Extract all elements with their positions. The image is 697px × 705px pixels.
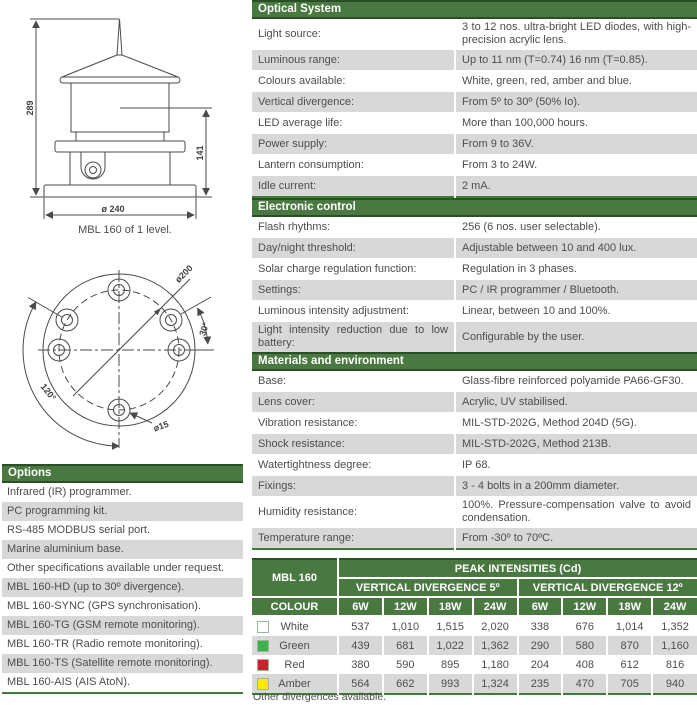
intensity-value: 662 [383, 674, 428, 694]
intensity-value: 1,180 [473, 655, 518, 674]
colour-name: White [280, 620, 309, 633]
intensity-value: 1,022 [428, 636, 473, 655]
section-header: Optical System [252, 0, 697, 19]
spec-row [252, 176, 697, 198]
intensity-value: 1,014 [607, 616, 652, 636]
colour-header: COLOUR [252, 597, 338, 616]
colour-name: Amber [278, 677, 311, 690]
spec-value: More than 100,000 hours. [455, 113, 697, 134]
intensity-value: 439 [338, 636, 383, 655]
spec-row [252, 134, 697, 155]
peak-intensities-table [252, 558, 697, 695]
colour-row [252, 655, 697, 674]
divergence-5-header: VERTICAL DIVERGENCE 5º [338, 578, 518, 597]
intensity-value: 1,010 [383, 616, 428, 636]
option-item: MBL 160-AIS (AIS AtoN). [7, 676, 131, 688]
colour-cell [252, 616, 338, 636]
spec-value: From -30º to 70ºC. [455, 528, 697, 550]
spec-label: Vibration resistance: [252, 413, 455, 434]
spec-value: 3 to 12 nos. ultra-bright LED diodes, with high-precision acrylic lens. [455, 19, 697, 50]
intensity-value: 870 [607, 636, 652, 655]
intensity-value: 1,362 [473, 636, 518, 655]
spec-row [252, 322, 697, 354]
watt-header: 6W [518, 597, 563, 616]
intensity-value: 408 [562, 655, 607, 674]
option-item: MBL 160-HD (up to 30º divergence). [2, 578, 243, 597]
options-header: Options [2, 464, 243, 483]
section-header: Materials and environment [252, 352, 697, 371]
option-item: MBL 160-TS (Satellite remote monitoring). [2, 654, 243, 673]
spec-label: Light source: [252, 19, 455, 50]
intensity-value: 676 [562, 616, 607, 636]
dim-angle-30-label: 30° [197, 321, 212, 338]
lantern-base-plate [44, 185, 196, 197]
cable-gland-bracket [81, 152, 105, 179]
watt-header: 12W [383, 597, 428, 616]
spec-label: Flash rhythms: [252, 217, 455, 238]
spec-label: Light intensity reduction due to low battery: [252, 322, 455, 354]
intensity-value: 338 [518, 616, 563, 636]
intensity-value: 1,515 [428, 616, 473, 636]
option-item: Marine aluminium base. [2, 540, 243, 559]
spec-row [252, 392, 697, 413]
spec-label: Idle current: [252, 176, 455, 198]
option-item: Other specifications available under request. [7, 562, 225, 574]
dim-bolt-circle-label: ø200 [173, 263, 195, 285]
colour-swatch [257, 659, 269, 671]
watt-header: 12W [562, 597, 607, 616]
lantern-spike [117, 19, 122, 55]
spec-row [252, 19, 697, 50]
spec-label: Day/night threshold: [252, 238, 455, 259]
spec-row [252, 113, 697, 134]
watt-header: 6W [338, 597, 383, 616]
intensity-value: 705 [607, 674, 652, 694]
section-header: Electronic control [252, 198, 697, 217]
colour-swatch [257, 621, 269, 633]
spec-value: 256 (6 nos. user selectable). [455, 217, 697, 238]
section-electronic-control [252, 198, 697, 354]
spec-value: MIL-STD-202G, Method 204D (5G). [455, 413, 697, 434]
intensity-value: 993 [428, 674, 473, 694]
spec-value: Up to 11 nm (T=0.74) 16 nm (T=0.85). [455, 50, 697, 71]
intensity-value: 1,160 [652, 636, 697, 655]
section-optical-system [252, 0, 697, 198]
dim-angle-120-label: 120° [38, 381, 59, 403]
spec-row [252, 238, 697, 259]
section-materials-environment [252, 352, 697, 550]
spec-label: Lantern consumption: [252, 155, 455, 176]
spec-label: Colours available: [252, 71, 455, 92]
options-list [2, 483, 243, 694]
spec-row [252, 371, 697, 392]
spec-label: Settings: [252, 280, 455, 301]
watt-header: 24W [473, 597, 518, 616]
colour-name: Green [279, 639, 310, 652]
spec-table [252, 371, 697, 550]
spec-label: Fixings: [252, 476, 455, 497]
spec-row [252, 528, 697, 550]
dim-diameter-label: ø 240 [101, 204, 125, 214]
dim-total-height-label: 289 [25, 100, 35, 116]
side-view-drawing [0, 0, 250, 222]
option-item: Infrared (IR) programmer. [7, 486, 132, 498]
intensity-value: 290 [518, 636, 563, 655]
intensity-value: 470 [562, 674, 607, 694]
spec-row [252, 92, 697, 113]
intensity-value: 895 [428, 655, 473, 674]
dim-hole-label: ø15 [151, 418, 170, 434]
peak-title: PEAK INTENSITIES (Cd) [338, 559, 697, 578]
colour-cell [252, 636, 338, 655]
spec-value: From 5º to 30º (50% Io). [455, 92, 697, 113]
intensity-value: 235 [518, 674, 563, 694]
colour-cell [252, 655, 338, 674]
spec-value: PC / IR programmer / Bluetooth. [455, 280, 697, 301]
spec-label: Luminous intensity adjustment: [252, 301, 455, 322]
option-item: MBL 160-TG (GSM remote monitoring). [2, 616, 243, 635]
spec-row [252, 280, 697, 301]
spec-label: Temperature range: [252, 528, 455, 550]
spec-value: From 3 to 24W. [455, 155, 697, 176]
spec-value: 100%. Pressure-compensation valve to avoid condensation. [455, 497, 697, 528]
spec-row [252, 217, 697, 238]
spec-row [252, 455, 697, 476]
intensity-value: 2,020 [473, 616, 518, 636]
colour-swatch [257, 640, 269, 652]
spec-label: Humidity resistance: [252, 497, 455, 528]
intensity-value: 816 [652, 655, 697, 674]
spec-row [252, 259, 697, 280]
intensity-value: 1,324 [473, 674, 518, 694]
spec-value: 2 mA. [455, 176, 697, 198]
spec-label: Power supply: [252, 134, 455, 155]
intensity-value: 590 [383, 655, 428, 674]
spec-label: Shock resistance: [252, 434, 455, 455]
peak-table-footnote: Other divergences available. [253, 691, 387, 703]
spec-label: Luminous range: [252, 50, 455, 71]
lantern-brim [60, 77, 180, 83]
spec-value: 3 - 4 bolts in a 200mm diameter. [455, 476, 697, 497]
intensity-value: 1,352 [652, 616, 697, 636]
spec-row [252, 155, 697, 176]
spec-value: Regulation in 3 phases. [455, 259, 697, 280]
spec-value: Adjustable between 10 and 400 lux. [455, 238, 697, 259]
spec-row [252, 301, 697, 322]
watt-header: 18W [607, 597, 652, 616]
spec-value: Configurable by the user. [455, 322, 697, 354]
spec-value: Acrylic, UV stabilised. [455, 392, 697, 413]
spec-label: Vertical divergence: [252, 92, 455, 113]
watt-header: 24W [652, 597, 697, 616]
colour-swatch [257, 678, 269, 690]
colour-name: Red [284, 658, 305, 671]
spec-value: MIL-STD-202G, Method 213B. [455, 434, 697, 455]
intensity-value: 940 [652, 674, 697, 694]
spec-value: From 9 to 36V. [455, 134, 697, 155]
option-item: MBL 160-SYNC (GPS synchronisation). [7, 600, 201, 612]
spec-row [252, 413, 697, 434]
peak-intensities-panel [252, 558, 697, 695]
intensity-value: 681 [383, 636, 428, 655]
dimension-lines [30, 19, 212, 219]
spec-row [252, 434, 697, 455]
lantern-flange [55, 141, 185, 152]
spec-table [252, 19, 697, 198]
side-view-caption: MBL 160 of 1 level. [78, 224, 172, 236]
spec-label: Solar charge regulation function: [252, 259, 455, 280]
lantern-cone [62, 55, 178, 77]
intensity-value: 564 [338, 674, 383, 694]
spec-row [252, 71, 697, 92]
spec-row [252, 476, 697, 497]
option-item: RS-485 MODBUS serial port. [7, 524, 151, 536]
spec-row [252, 497, 697, 528]
plan-view-drawing [0, 246, 250, 460]
spec-table [252, 217, 697, 354]
dim-base-height-label: 141 [195, 145, 205, 161]
intensity-value: 380 [338, 655, 383, 674]
spec-label: Lens cover: [252, 392, 455, 413]
watt-header: 18W [428, 597, 473, 616]
colour-row [252, 616, 697, 636]
spec-label: Base: [252, 371, 455, 392]
spec-label: Watertightness degree: [252, 455, 455, 476]
intensity-value: 580 [562, 636, 607, 655]
colour-row [252, 636, 697, 655]
spec-value: White, green, red, amber and blue. [455, 71, 697, 92]
option-item: PC programming kit. [2, 502, 243, 521]
intensity-value: 612 [607, 655, 652, 674]
spec-row [252, 50, 697, 71]
option-item: MBL 160-TR (Radio remote monitoring). [7, 638, 203, 650]
lantern-step [76, 132, 164, 141]
spec-label: LED average life: [252, 113, 455, 134]
spec-value: IP 68. [455, 455, 697, 476]
options-panel [2, 464, 243, 694]
divergence-12-header: VERTICAL DIVERGENCE 12º [518, 578, 697, 597]
cable-gland [85, 162, 101, 178]
spec-value: Linear, between 10 and 100%. [455, 301, 697, 322]
intensity-value: 537 [338, 616, 383, 636]
model-cell: MBL 160 [252, 559, 338, 597]
intensity-value: 204 [518, 655, 563, 674]
spec-value: Glass-fibre reinforced polyamide PA66-GF30. [455, 371, 697, 392]
